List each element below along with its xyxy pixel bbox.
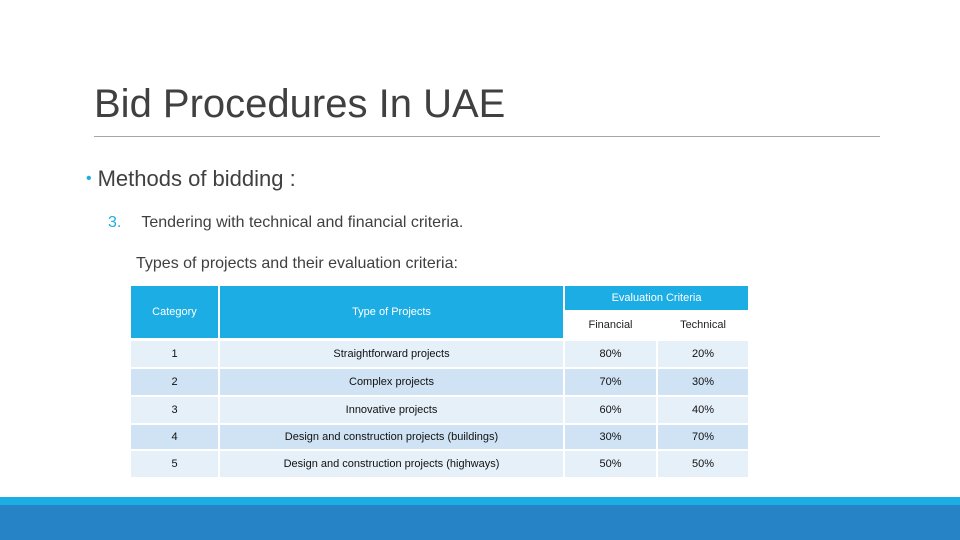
row-2-type: Complex projects xyxy=(220,369,563,395)
row-2-technical: 30% xyxy=(658,369,748,395)
header-category: Category xyxy=(131,286,218,338)
row-4-technical: 70% xyxy=(658,425,748,449)
bullet-text: Methods of bidding : xyxy=(97,166,296,191)
bullet-methods xyxy=(86,166,296,192)
row-3-category: 3 xyxy=(131,397,218,423)
row-3-financial: 60% xyxy=(565,397,656,423)
row-5-technical: 50% xyxy=(658,451,748,477)
row-2-category: 2 xyxy=(131,369,218,395)
row-4-type: Design and construction projects (buildings) xyxy=(220,425,563,449)
row-4-category: 4 xyxy=(131,425,218,449)
row-3-technical: 40% xyxy=(658,397,748,423)
sub-item-tendering xyxy=(108,214,463,232)
row-5-category: 5 xyxy=(131,451,218,477)
row-2-financial: 70% xyxy=(565,369,656,395)
sub-item-number: 3. xyxy=(108,214,122,231)
table-caption: Types of projects and their evaluation criteria: xyxy=(136,255,458,272)
sub-item-text: Tendering with technical and financial criteria. xyxy=(141,214,464,231)
bullet-dot-icon: • xyxy=(86,170,92,187)
row-5-financial: 50% xyxy=(565,451,656,477)
row-1-financial: 80% xyxy=(565,341,656,367)
header-financial: Financial xyxy=(565,312,656,338)
header-evaluation: Evaluation Criteria xyxy=(565,286,748,310)
row-3-type: Innovative projects xyxy=(220,397,563,423)
row-1-category: 1 xyxy=(131,341,218,367)
header-technical: Technical xyxy=(658,312,748,338)
row-1-technical: 20% xyxy=(658,341,748,367)
slide-title: Bid Procedures In UAE xyxy=(94,82,506,126)
row-1-type: Straightforward projects xyxy=(220,341,563,367)
header-type: Type of Projects xyxy=(220,286,563,338)
row-5-type: Design and construction projects (highways) xyxy=(220,451,563,477)
footer-bar xyxy=(0,497,960,540)
footer-accent-stripe xyxy=(0,497,960,505)
row-4-financial: 30% xyxy=(565,425,656,449)
title-divider xyxy=(94,136,880,137)
